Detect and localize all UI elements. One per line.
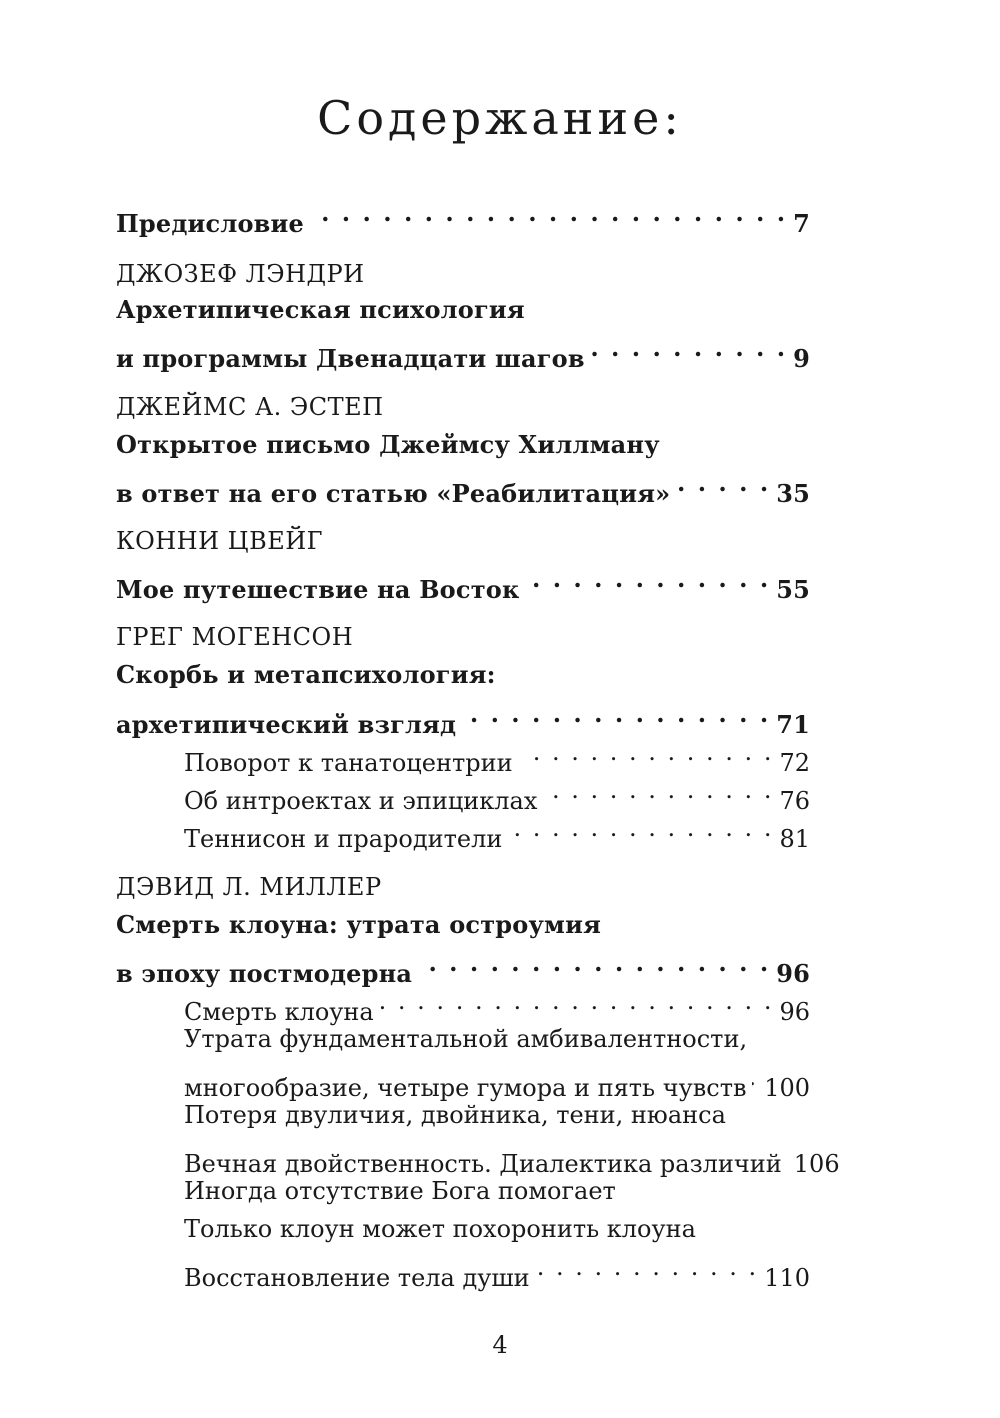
toc-entry-title-line: Архетипическая психология bbox=[116, 295, 525, 324]
dot-leader bbox=[310, 194, 787, 232]
dot-leader bbox=[380, 982, 774, 1020]
toc-author: ДЖОЗЕФ ЛЭНДРИ bbox=[116, 260, 365, 288]
toc-entry[interactable] bbox=[116, 329, 810, 373]
toc-page-number: 76 bbox=[779, 787, 810, 815]
toc-page-number: 72 bbox=[779, 749, 810, 777]
dot-leader bbox=[676, 464, 770, 502]
toc-page-number: 55 bbox=[776, 575, 810, 604]
toc-entry-label: многообразие, четыре гумора и пять чувств bbox=[184, 1074, 747, 1102]
toc-subentry[interactable] bbox=[184, 1248, 810, 1292]
toc-entry[interactable] bbox=[116, 560, 810, 604]
toc-entry-label: и программы Двенадцати шагов bbox=[116, 344, 585, 373]
toc-page-number: 96 bbox=[776, 959, 810, 988]
toc-entry[interactable] bbox=[116, 944, 810, 988]
dot-leader bbox=[536, 1248, 759, 1286]
toc-subentry[interactable] bbox=[184, 1134, 840, 1178]
page-title: Содержание: bbox=[317, 91, 683, 145]
toc-entry-label: Теннисон и прародители bbox=[184, 825, 503, 853]
toc-entry-label: Иногда отсутствие Бога помогает bbox=[184, 1177, 616, 1205]
toc-entry-title-line: Смерть клоуна: утрата остроумия bbox=[116, 910, 602, 939]
toc-entry-label: Мое путешествие на Восток bbox=[116, 575, 520, 604]
toc-page-number: 9 bbox=[793, 344, 810, 373]
dot-leader bbox=[462, 695, 770, 733]
toc-page-number: 100 bbox=[764, 1074, 810, 1102]
toc-entry-title-line: Скорбь и метапсихология: bbox=[116, 660, 496, 689]
toc-subentry[interactable] bbox=[184, 733, 810, 777]
toc-subentry[interactable] bbox=[184, 1172, 810, 1210]
dot-leader bbox=[508, 809, 773, 847]
toc-entry-label: Предисловие bbox=[116, 209, 305, 238]
toc-page-number: 96 bbox=[779, 998, 810, 1026]
dot-leader bbox=[591, 329, 787, 367]
toc-author: ГРЕГ МОГЕНСОН bbox=[116, 623, 354, 651]
toc-author: ДЭВИД Л. МИЛЛЕР bbox=[116, 873, 382, 901]
toc-page-number: 110 bbox=[764, 1264, 810, 1292]
dot-leader bbox=[526, 560, 771, 598]
toc-page-number: 7 bbox=[793, 209, 810, 238]
toc-subentry[interactable] bbox=[184, 1210, 810, 1248]
toc-entry-label: Об интроектах и эпициклах bbox=[184, 787, 538, 815]
toc-entry[interactable] bbox=[116, 695, 810, 739]
toc-entry-label: Смерть клоуна bbox=[184, 998, 374, 1026]
toc-page-number: 35 bbox=[776, 479, 810, 508]
dot-leader bbox=[543, 771, 773, 809]
toc-entry-label: Вечная двойственность. Диалектика различий bbox=[184, 1150, 782, 1178]
toc-subentry-line: Утрата фундаментальной амбивалентности, bbox=[184, 1025, 748, 1053]
toc-entry-label: Восстановление тела души bbox=[184, 1264, 530, 1292]
toc-subentry[interactable] bbox=[184, 1058, 810, 1102]
toc-entry-label: в ответ на его статью «Реабилитация» bbox=[116, 479, 671, 508]
toc-subentry[interactable] bbox=[184, 1096, 810, 1134]
toc-page-number: 106 bbox=[793, 1150, 840, 1178]
dot-leader bbox=[418, 944, 770, 982]
toc-entry-label: в эпоху постмодерна bbox=[116, 959, 413, 988]
toc-author: ДЖЕЙМС А. ЭСТЕП bbox=[116, 393, 384, 421]
toc-author: КОННИ ЦВЕЙГ bbox=[116, 527, 324, 555]
toc-entry-label: Поворот к танатоцентрии bbox=[184, 749, 513, 777]
toc-page-number: 81 bbox=[779, 825, 810, 853]
page-number: 4 bbox=[492, 1331, 508, 1359]
toc-entry-title-line: Открытое письмо Джеймсу Хиллману bbox=[116, 430, 660, 459]
toc-subentry[interactable] bbox=[184, 771, 810, 815]
toc-page-number: 71 bbox=[776, 710, 810, 739]
dot-leader bbox=[519, 733, 774, 771]
toc-entry[interactable] bbox=[116, 464, 810, 508]
toc-subentry[interactable] bbox=[184, 809, 810, 853]
toc-entry-label: Только клоун может похоронить клоуна bbox=[184, 1215, 696, 1243]
toc-entry-preface[interactable] bbox=[116, 194, 810, 238]
toc-entry-label: архетипический взгляд bbox=[116, 710, 457, 739]
toc-entry-label: Потеря двуличия, двойника, тени, нюанса bbox=[184, 1101, 726, 1129]
dot-leader bbox=[752, 1058, 758, 1096]
toc-subentry[interactable] bbox=[184, 982, 810, 1026]
